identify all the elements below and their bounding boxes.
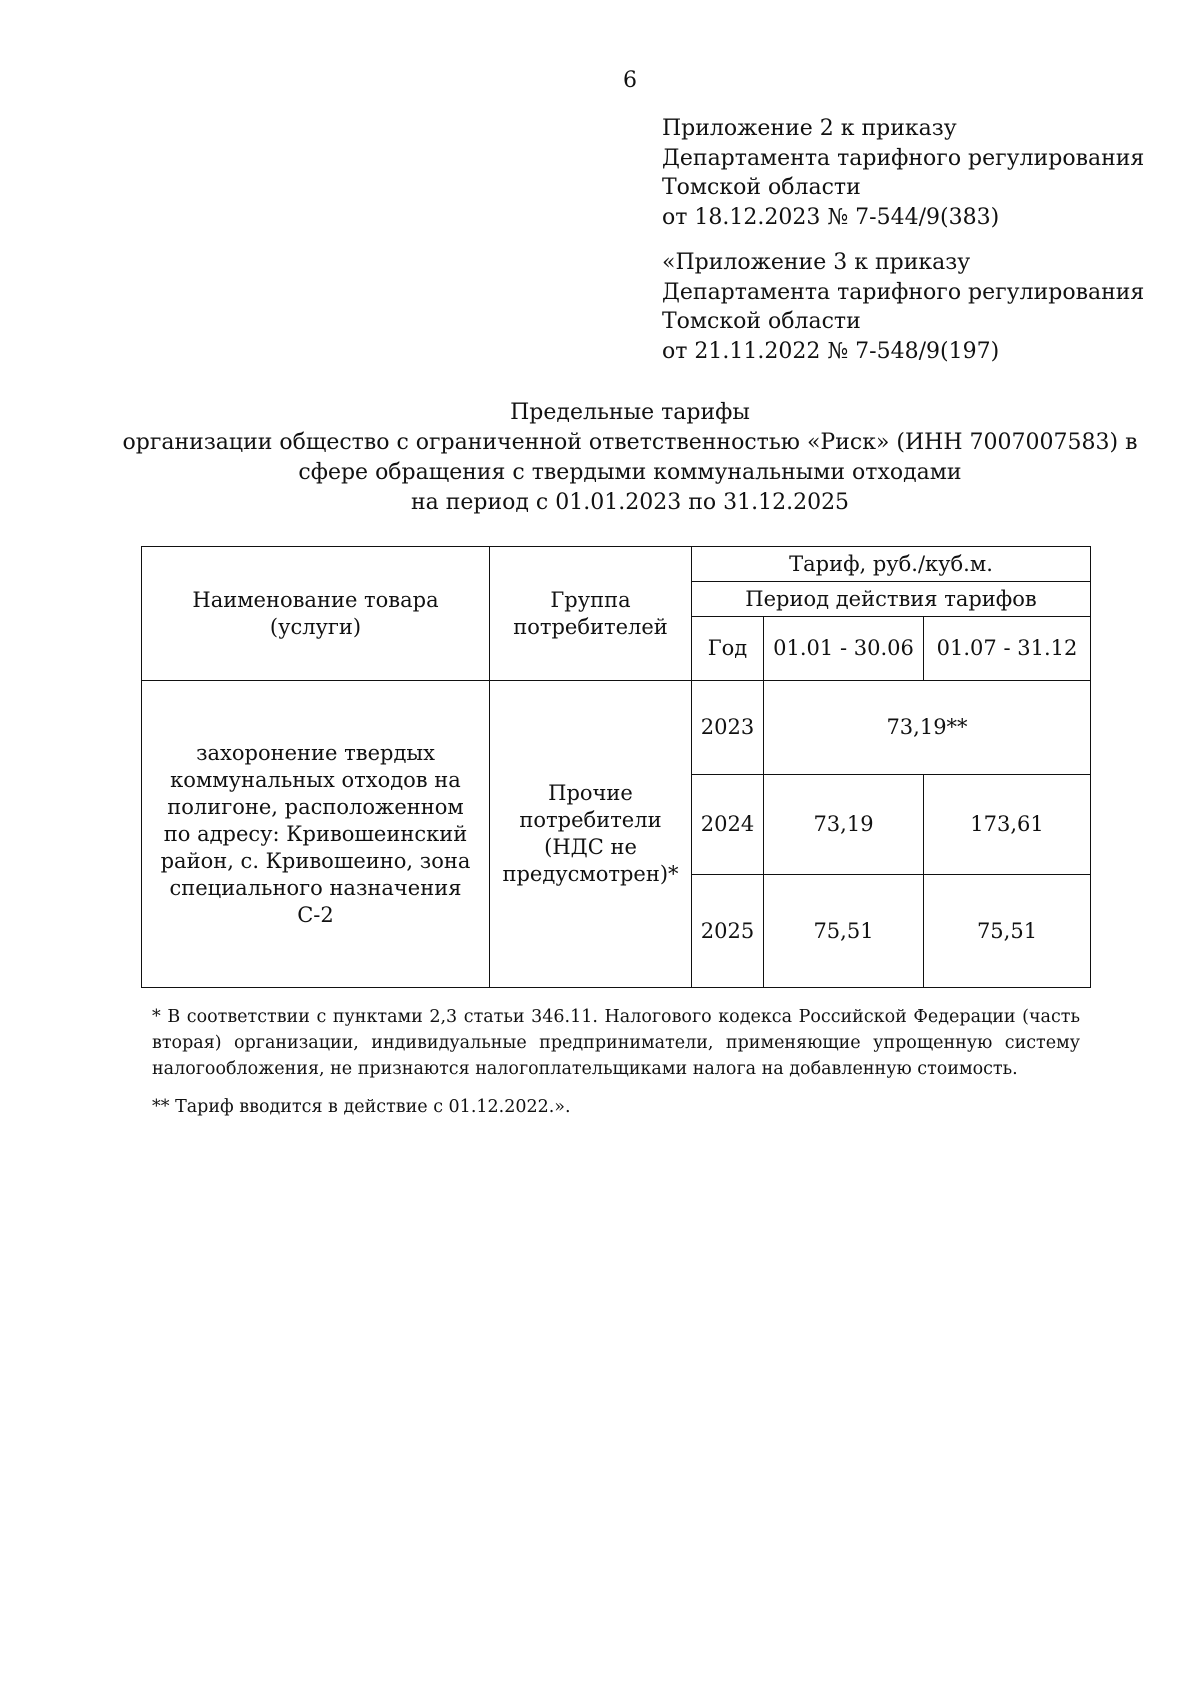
tariff-cell-h1: 75,51 (764, 875, 924, 988)
appendix-line: «Приложение 3 к приказу (662, 250, 971, 275)
appendix-line: от 18.12.2023 № 7-544/9(383) (662, 204, 1000, 230)
tariff-table (141, 546, 1091, 988)
year-cell: 2024 (692, 775, 764, 875)
appendix-line: Приложение 2 к приказу (662, 116, 957, 141)
tariff-merged-cell: 73,19** (764, 681, 1091, 775)
appendix-line: Департамента тарифного регулирования (662, 279, 1145, 305)
header-period-1: 01.01 - 30.06 (764, 617, 924, 681)
footnotes (152, 1004, 1080, 1132)
page-number: 6 (623, 68, 637, 93)
header-consumer-group: Группа потребителей (490, 547, 692, 681)
tariff-cell-h1: 73,19 (764, 775, 924, 875)
header-tariff: Тариф, руб./куб.м. (692, 547, 1091, 582)
appendix-line: Томской области (662, 175, 861, 200)
consumer-group-cell: Прочие потребители (НДС не предусмотрен)* (490, 681, 692, 988)
tariff-cell-h2: 75,51 (924, 875, 1091, 988)
tariff-cell-h2: 173,61 (924, 775, 1091, 875)
year-cell: 2023 (692, 681, 764, 775)
title-line: организации общество с ограниченной ответственностью «Риск» (ИНН 7007007583) в (122, 430, 1138, 455)
header-service: Наименование товара (услуги) (142, 547, 490, 681)
appendix-line: Томской области (662, 309, 861, 334)
appendix-line: Департамента тарифного регулирования (662, 145, 1145, 171)
appendix-line: от 21.11.2022 № 7-548/9(197) (662, 338, 1000, 364)
document-title (0, 398, 1200, 518)
title-line: на период с 01.01.2023 по 31.12.2025 (410, 490, 850, 515)
appendix-header-previous (662, 248, 1144, 366)
appendix-header-current (662, 114, 1144, 232)
table-header-row (142, 547, 1091, 582)
footnote-effective-date: ** Тариф вводится в действие с 01.12.2022.». (152, 1097, 571, 1117)
service-cell: захоронение твердых коммунальных отходов на полигоне, расположенном по адресу: Кривошеинский район, с. Кривошеино, зона специального назначения С-2 (142, 681, 490, 988)
footnote-vat: * В соответствии с пунктами 2,3 статьи 346.11. Налогового кодекса Российской Федерации (часть вторая) организации, индивидуальные предприниматели, применяющие упрощенную систему налогообложения, не признаются налогоплательщиками налога на добавленную стоимость. (152, 1007, 1080, 1079)
title-line: Предельные тарифы (510, 400, 750, 425)
title-line: сфере обращения с твердыми коммунальными отходами (298, 460, 962, 485)
year-cell: 2025 (692, 875, 764, 988)
header-period: Период действия тарифов (692, 582, 1091, 617)
header-period-2: 01.07 - 31.12 (924, 617, 1091, 681)
table-row (142, 681, 1091, 775)
header-year: Год (692, 617, 764, 681)
